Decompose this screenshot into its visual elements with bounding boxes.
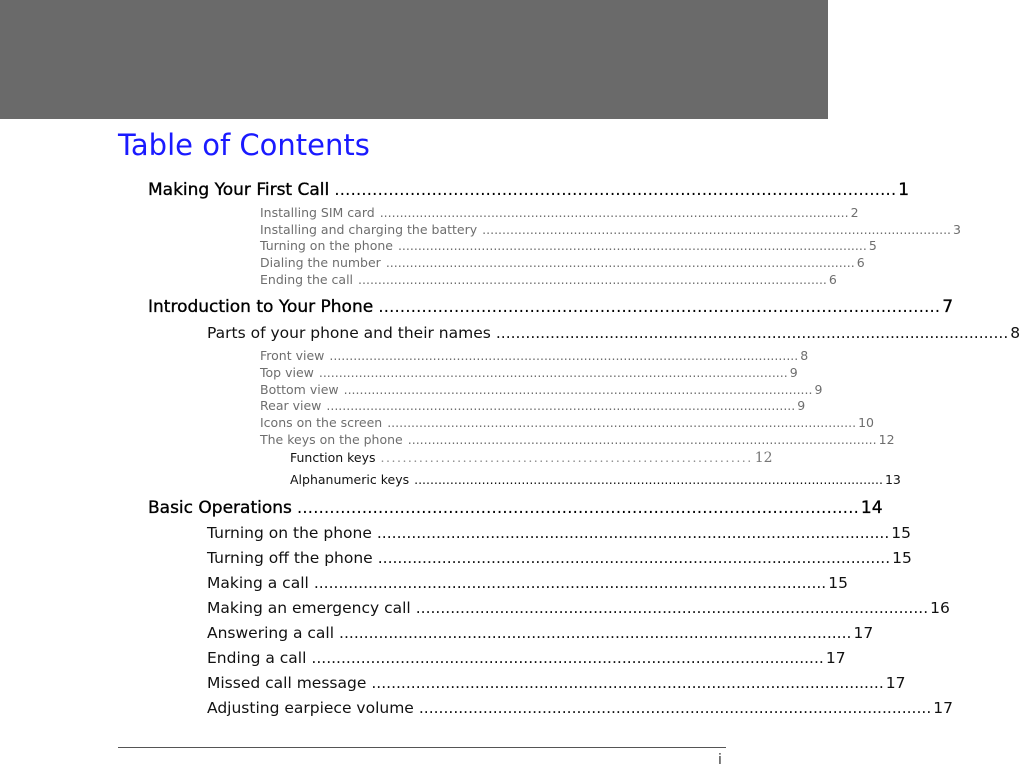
toc-item[interactable]: Dialing the number ...................................................................................................................... 6 [260,255,865,270]
toc-section-introduction[interactable] [148,297,954,317]
toc-item[interactable]: Icons on the screen ...................................................................................................................... 10 [260,415,874,430]
toc-item[interactable]: Missed call message ........................................................................................................ 17 [207,674,906,692]
toc-section-making-first-call[interactable] [148,180,910,200]
toc-item[interactable]: Turning on the phone ...................................................................................................................... 5 [260,238,877,253]
toc-item[interactable]: Making a call ........................................................................................................ 15 [207,574,848,592]
dot-leader: ...................................................................................................................... [482,222,952,237]
footer-page-number: i [718,752,722,768]
dot-leader: ...................................................................................................................... [329,348,799,363]
dot-leader: ...................................................................................................................... [318,365,788,380]
dot-leader: ........................................................................................................ [415,599,929,617]
toc-item[interactable]: Ending a call ........................................................................................................ 17 [207,649,846,667]
dot-leader: ........................................................................................................ [296,498,859,518]
dot-leader: ........................................................................................................ [313,574,827,592]
toc-subitem[interactable]: Function keys .................................................................... 12 [290,450,773,466]
dot-leader: ...................................................................................................................... [385,255,855,270]
dot-leader: ........................................................................................................ [371,674,884,692]
dot-leader: ........................................................................................................ [377,549,891,567]
toc-item[interactable]: Adjusting earpiece volume ........................................................................................................ 17 [207,699,953,717]
dot-leader: ...................................................................................................................... [326,398,796,413]
toc-item[interactable]: Rear view ...................................................................................................................... 9 [260,398,806,413]
dot-leader: ...................................................................................................................... [343,382,813,397]
toc-page-number: 14 [860,498,883,518]
dot-leader: ...................................................................................................................... [397,238,867,253]
toc-item[interactable]: Ending the call ...................................................................................................................... 6 [260,272,837,287]
dot-leader: ...................................................................................................................... [379,205,849,220]
dot-leader: ...................................................................................................................... [407,432,877,447]
toc-item[interactable]: Installing SIM card ...................................................................................................................... 2 [260,205,859,220]
toc-subsection-parts[interactable]: Parts of your phone and their names ........................................................................................................ 8 [207,324,1020,342]
toc-item[interactable]: Answering a call ........................................................................................................ 17 [207,624,874,642]
toc-item[interactable]: Turning on the phone ........................................................................................................ 15 [207,524,912,542]
dot-leader: ...................................................................................................................... [358,272,827,287]
dot-leader: ........................................................................................................ [334,180,897,200]
dot-leader: ........................................................................................................ [418,699,932,717]
toc-item[interactable]: Installing and charging the battery ...................................................................................................................... 3 [260,222,961,237]
toc-item[interactable]: Front view ...................................................................................................................... 8 [260,348,809,363]
header-band [0,0,828,119]
toc-section-basic-operations[interactable] [148,498,883,518]
toc-item[interactable]: Top view ...................................................................................................................... 9 [260,365,798,380]
dot-leader: ........................................................................................................ [495,324,1009,342]
dot-leader: ........................................................................................................ [378,297,941,317]
page-title: Table of Contents [118,128,370,162]
dot-leader: ........................................................................................................ [311,649,824,667]
toc-subitem[interactable]: Alphanumeric keys ...................................................................................................................... 13 [290,472,901,487]
toc-section-title: Making Your First Call [148,180,330,200]
toc-section-title: Introduction to Your Phone [148,297,374,317]
toc-item[interactable]: Turning off the phone ........................................................................................................ 15 [207,549,912,567]
toc-page-number: 7 [942,297,954,317]
dot-leader: ........................................................................................................ [339,624,852,642]
toc-item[interactable]: Bottom view ...................................................................................................................... 9 [260,382,823,397]
footer-rule [118,747,726,748]
dot-leader: ...................................................................................................................... [387,415,857,430]
toc-item[interactable]: The keys on the phone ...................................................................................................................... 12 [260,432,895,447]
toc-page-number: 1 [898,180,910,200]
dot-leader: .................................................................... [380,450,753,465]
toc-section-title: Basic Operations [148,498,292,518]
dot-leader: ........................................................................................................ [376,524,890,542]
toc-item[interactable]: Making an emergency call ........................................................................................................ 16 [207,599,950,617]
dot-leader: ...................................................................................................................... [414,472,883,487]
